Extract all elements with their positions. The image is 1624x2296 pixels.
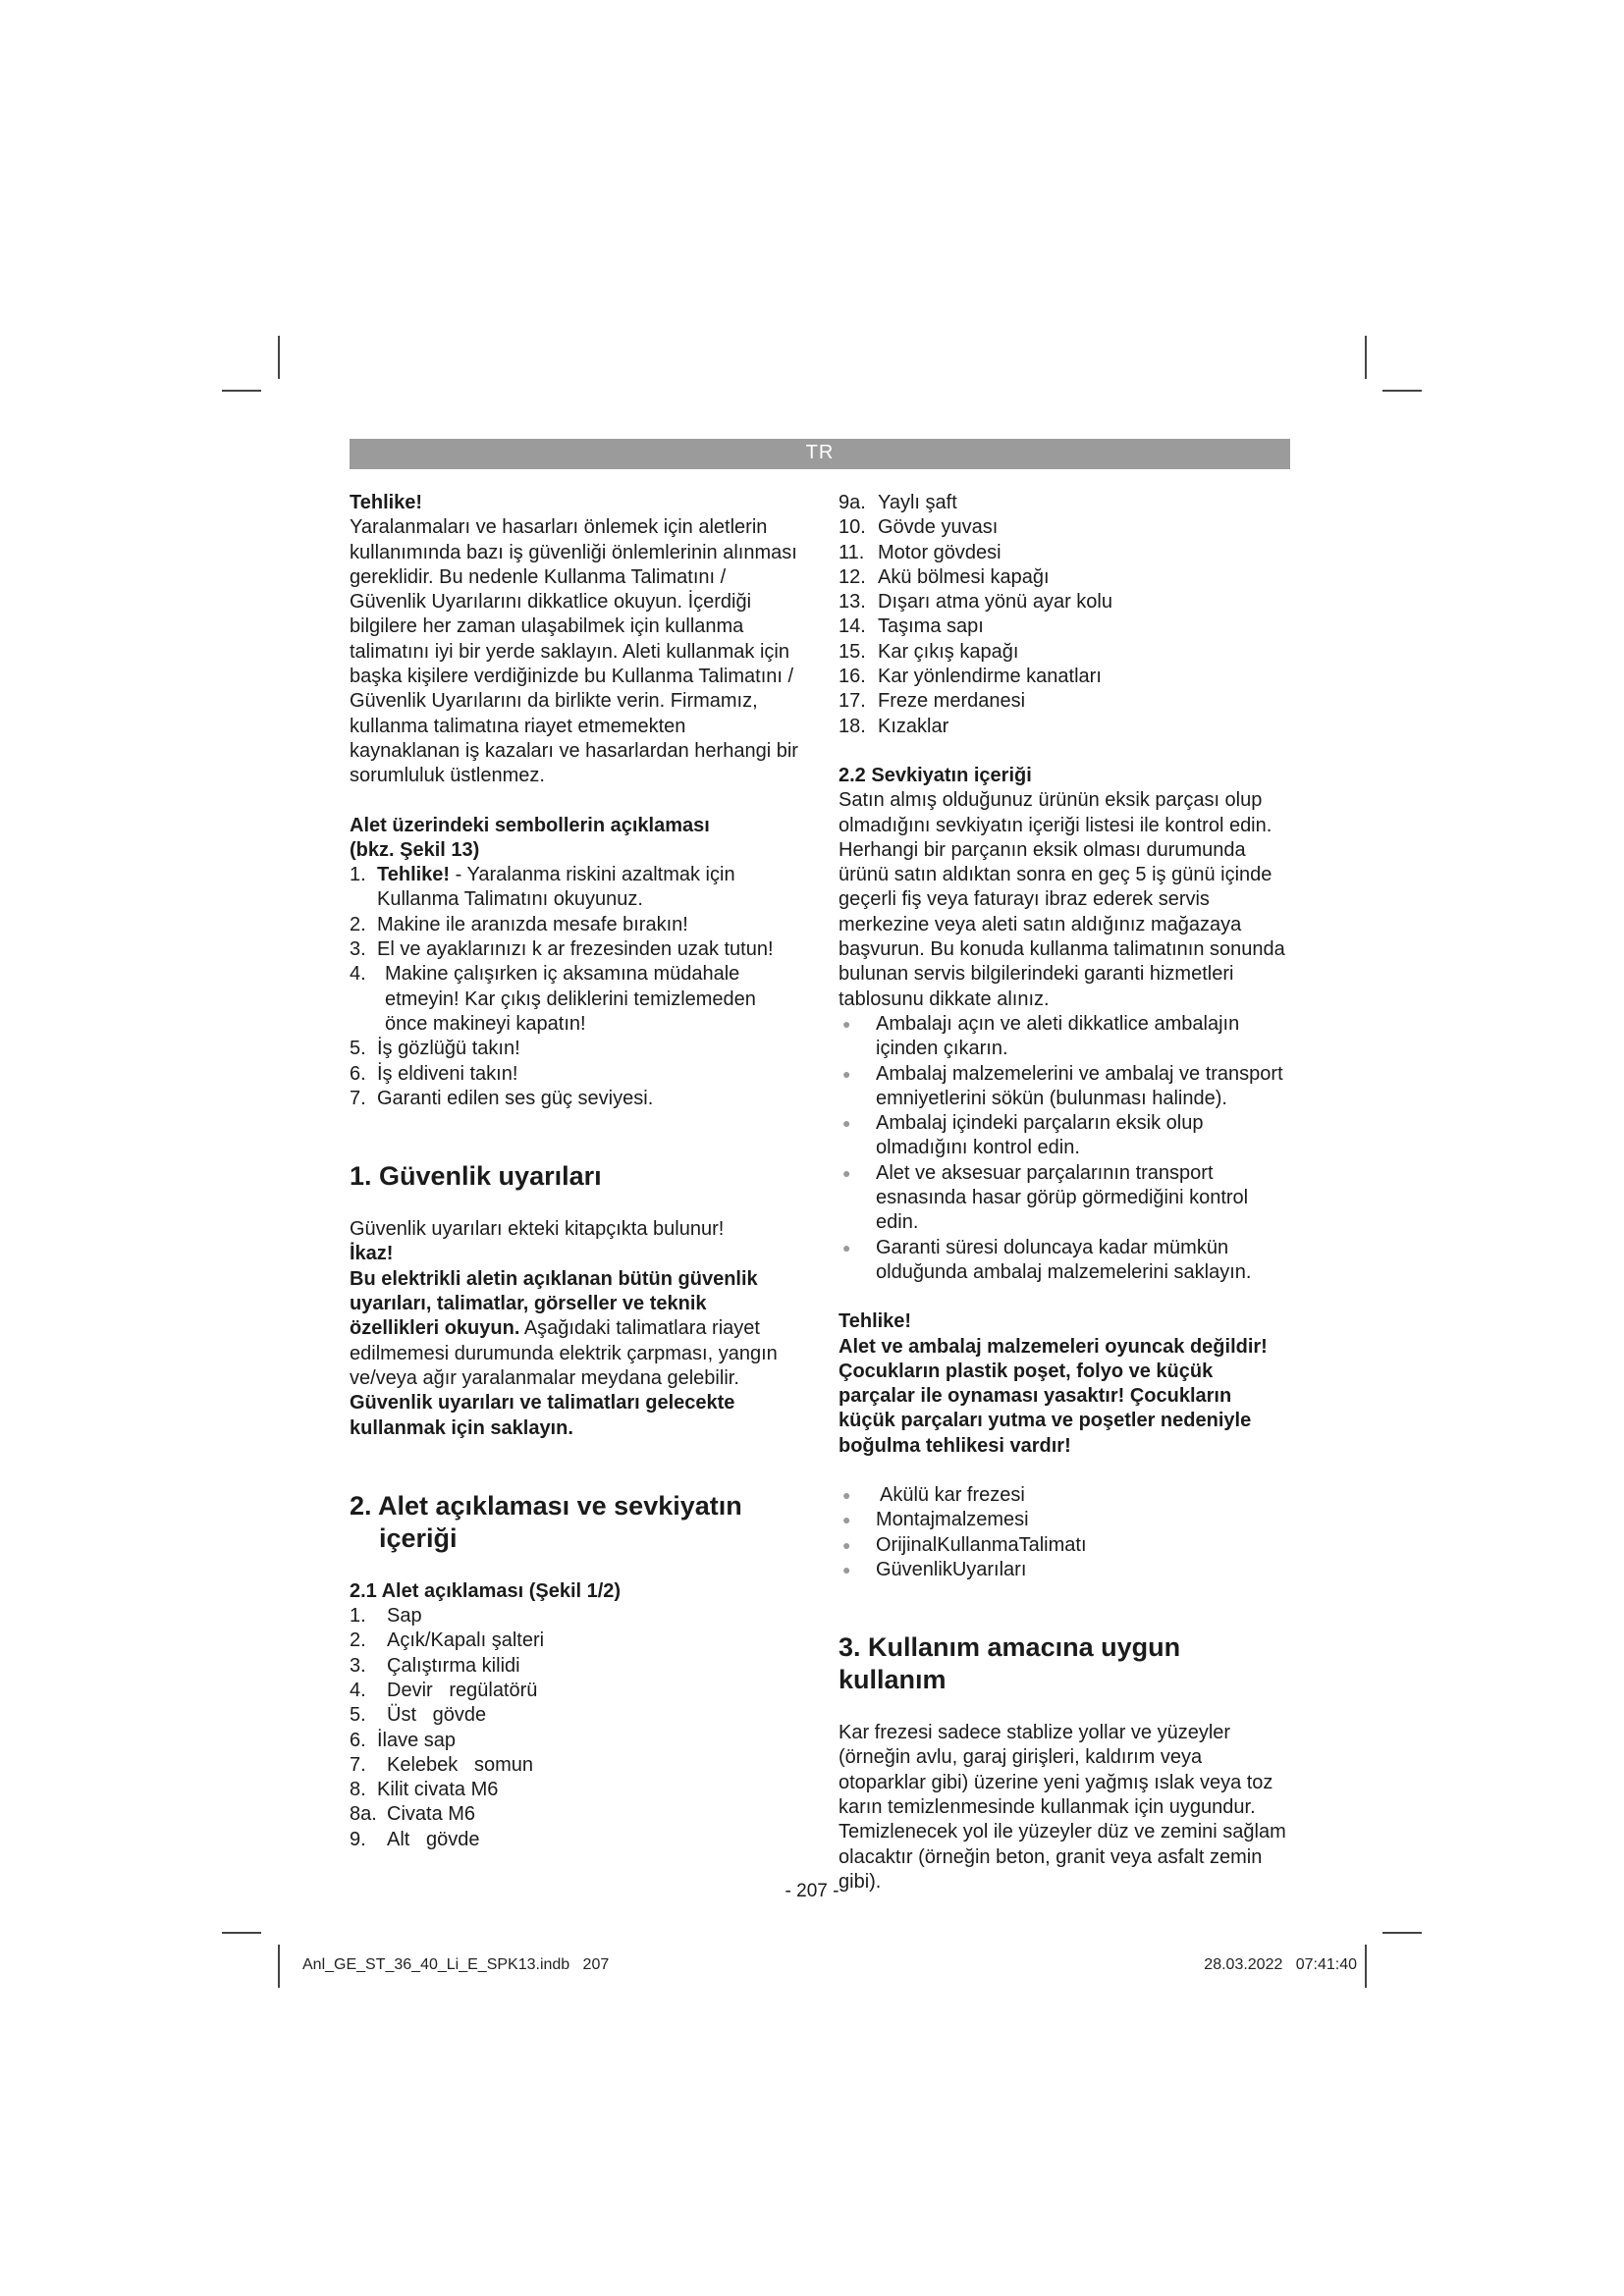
symbols-heading-ref: (bkz. Şekil 13) [350,838,480,861]
list-item: 16. Kar yönlendirme kanatları [839,666,1102,688]
language-label: TR [805,442,835,463]
section-2-2-title: 2.2 Sevkiyatın içeriği [839,764,1032,786]
bullet-icon: ● [842,1512,851,1528]
list-item: ● GüvenlikUyarıları [839,1558,1290,1582]
section-1-note: Güvenlik uyarıları ekteki kitapçıkta bulunur! [350,1218,725,1241]
danger-text: Yaralanmaları ve hasarları önlemek için aletlerin kullanımında bazı iş güvenliği önlemlerinin alınması gereklidir. Bu nedenle Kullanma Talimatını / Güvenlik Uyarılarını dikkatlice okuyun. İçerdiği bilgilere her zaman ulaşabilmek için kullanma talimatını iyi bir yerde saklayın. Aleti kullanmak için başka kişilere verdiğinizde bu Kullanma Talimatını / Güvenlik Uyarılarını da birlikte verin. Firmamız, kullanma talimatına riayet etmemekten kaynaklanan iş kazaları ve hasarlardan herhangi bir sorumluluk üstlenmez. [350,516,798,787]
crop-mark [1382,1932,1422,1934]
crop-mark [222,390,261,392]
list-item: 8. Kilit civata M6 [350,1779,499,1801]
list-item: 10. Gövde yuvası [839,516,999,539]
section-2-2-text: Satın almış olduğunuz ürünün eksik parçası olup olmadığını sevkiyatın içeriği listesi ile kontrol edin. Herhangi bir parçanın eksik olması durumunda ürünü satın aldıktan sonra en geç 5 iş günü içinde geçerli fiş veya faturayı ibraz ederek servis merkezine veya aleti satın aldığınız mağazaya başvurun. Bu konuda kullanma talimatının sonunda bulunan servis bilgilerindeki garanti hizmetleri tablosunu dikkate alınız. [839,789,1285,1010]
list-item: 1. Sap [350,1605,422,1628]
bullet-icon: ● [842,1239,851,1255]
list-item: 6. İş eldiveni takın! [350,1062,518,1085]
crop-mark [222,1932,261,1934]
symbols-heading: Alet üzerindeki sembollerin açıklaması [350,814,710,836]
crop-mark [278,1945,280,1988]
list-item: 8a. Civata M6 [350,1803,476,1826]
list-item: 7. Kelebek somun [350,1753,533,1776]
list-item: 14. Taşıma sapı [839,615,984,638]
list-item: 3. Çalıştırma kilidi [350,1654,520,1677]
section-1-warning-text: Bu elektrikli aletin açıklanan bütün güvenlik uyarıları, talimatlar, görseller ve teknik özellikleri okuyun. Aşağıdaki talimatlara riayet edilmemesi durumunda elektrik çarpması, yangın ve/veya ağır yaralanmalar meydana gelebilir. [350,1267,778,1389]
delivery-contents-list [839,1483,1290,1582]
list-item: 5. Üst gövde [350,1704,487,1727]
bullet-icon: ● [842,1015,851,1032]
list-item: 2. Açık/Kapalı şalteri [350,1629,545,1652]
danger-heading: Tehlike! [839,1310,912,1333]
list-item: 18. Kızaklar [839,715,949,737]
list-item: 1. Tehlike! - Yaralanma riskini azaltmak için Kullanma Talimatını okuyunuz. [350,864,735,911]
page-number: - 207 - [785,1881,839,1901]
bullet-icon: ● [842,1561,851,1577]
list-item: ● Akülü kar frezesi [839,1483,1290,1508]
bullet-icon: ● [842,1536,851,1553]
symbols-list [350,863,801,1111]
list-item: 9. Alt gövde [350,1828,480,1850]
list-item: ● Ambalajı açın ve aleti dikkatlice ambalajın içinden çıkarın. [839,1012,1290,1062]
danger-text: Alet ve ambalaj malzemeleri oyuncak değildir! Çocukların plastik poşet, folyo ve küçük parçalar ile oynaması yasaktır! Çocukların küçük parçaları yutma ve poşetler nedeniyle boğulma tehlikesi vardır! [839,1335,1268,1457]
section-3-title: 3. Kullanım amacına uygun kullanım [839,1632,1181,1695]
list-item: 4. Devir regülatörü [350,1679,538,1701]
list-item: ● OrijinalKullanmaTalimatı [839,1533,1290,1558]
list-item: 12. Akü bölmesi kapağı [839,565,1050,588]
crop-mark [1382,390,1422,392]
list-item: 11. Motor gövdesi [839,541,1001,563]
footer-datetime: 28.03.2022 07:41:40 [1204,1956,1357,1973]
list-item: 7. Garanti edilen ses güç seviyesi. [350,1087,654,1109]
section-1-keep-note: Güvenlik uyarıları ve talimatları gelecekte kullanmak için saklayın. [350,1392,735,1439]
crop-mark [1365,336,1367,379]
list-item: 17. Freze merdanesi [839,690,1026,713]
section-2-title: 2. Alet açıklaması ve sevkiyatın içeriği [350,1490,742,1553]
list-item: 4. Makine çalışırken iç aksamına müdahale etmeyin! Kar çıkış deliklerini temizlemeden önce makineyi kapatın! [350,963,756,1035]
unpacking-checklist [839,1012,1290,1285]
section-1-title: 1. Güvenlik uyarıları [350,1161,602,1192]
list-item: 2. Makine ile aranızda mesafe bırakın! [350,913,688,935]
list-item: ● Ambalaj malzemelerini ve ambalaj ve transport emniyetlerini sökün (bulunması halinde). [839,1062,1290,1112]
warning-heading: İkaz! [350,1243,394,1265]
right-column [839,491,1290,1895]
section-2-1-title: 2.1 Alet açıklaması (Şekil 1/2) [350,1579,622,1602]
list-item: 15. Kar çıkış kapağı [839,640,1019,663]
crop-mark [1365,1945,1367,1988]
left-column [350,491,801,1852]
bullet-icon: ● [842,1486,851,1503]
danger-heading: Tehlike! [350,492,423,513]
parts-list-left [350,1604,801,1852]
section-3-text: Kar frezesi sadece stablize yollar ve yüzeyler (örneğin avlu, garaj girişleri, kaldırım veya otoparklar gibi) üzerine yeni yağmış ıslak veya toz karın temizlenmesinde kullanmak için uygundur. Temizlenecek yol ile yüzeyler düz ve zemini sağlam olacaktır (örneğin beton, granit veya asfalt zemin gibi). [839,1722,1286,1893]
bullet-icon: ● [842,1164,851,1181]
list-item: 13. Dışarı atma yönü ayar kolu [839,591,1112,614]
list-item: ● Ambalaj içindeki parçaların eksik olup olmadığını kontrol edin. [839,1111,1290,1161]
bullet-icon: ● [842,1115,851,1132]
list-item: 5. İş gözlüğü takın! [350,1038,520,1060]
crop-mark [278,336,280,379]
footer-file-name: Anl_GE_ST_36_40_Li_E_SPK13.indb 207 [302,1956,610,1973]
list-item: 6. İlave sap [350,1729,457,1751]
list-item: ● Alet ve aksesuar parçalarının transport esnasında hasar görüp görmediğini kontrol edin. [839,1161,1290,1236]
list-item: ● Garanti süresi doluncaya kadar mümkün olduğunda ambalaj malzemelerini saklayın. [839,1236,1290,1286]
list-item: 9a. Yaylı şaft [839,492,957,513]
language-header-bar [350,439,1290,469]
list-item: 3. El ve ayaklarınızı k ar frezesinden uzak tutun! [350,938,774,961]
parts-list-right [839,491,1290,739]
list-item: ● Montajmalzemesi [839,1508,1290,1532]
bullet-icon: ● [842,1065,851,1082]
